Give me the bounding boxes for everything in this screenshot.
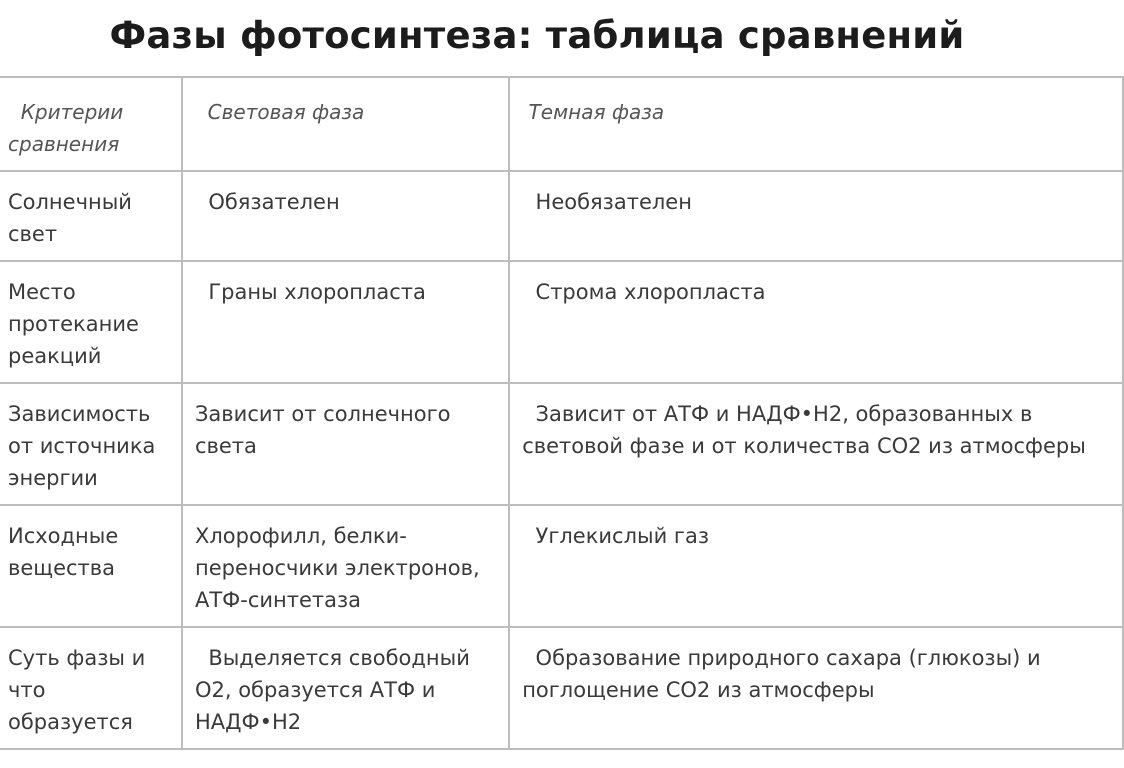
table-header-row: [0, 77, 1123, 171]
header-criteria: Критерии сравнения: [0, 77, 182, 171]
light-phase-cell: Зависит от солнечного света: [182, 383, 509, 505]
dark-phase-cell: Углекислый газ: [509, 505, 1123, 627]
criteria-cell: Исходные вещества: [0, 505, 182, 627]
dark-phase-cell: Образование природного сахара (глюкозы) и поглощение СО2 из атмосферы: [509, 627, 1123, 749]
light-phase-cell: Выделяется свободный О2, образуется АТФ и НАДФ•Н2: [182, 627, 509, 749]
table-row: [0, 171, 1123, 261]
table-row: [0, 261, 1123, 383]
criteria-cell: Зависимость от источника энергии: [0, 383, 182, 505]
table-row: [0, 627, 1123, 749]
header-light-phase: Световая фаза: [182, 77, 509, 171]
criteria-cell: Солнечный свет: [0, 171, 182, 261]
dark-phase-cell: Необязателен: [509, 171, 1123, 261]
header-dark-phase: Темная фаза: [509, 77, 1123, 171]
criteria-cell: Место протекание реакций: [0, 261, 182, 383]
criteria-cell: Суть фазы и что образуется: [0, 627, 182, 749]
table-row: [0, 505, 1123, 627]
comparison-table: [0, 76, 1124, 750]
dark-phase-cell: Строма хлоропласта: [509, 261, 1123, 383]
table-row: [0, 383, 1123, 505]
comparison-table-container: [0, 76, 1086, 768]
page-title: Фазы фотосинтеза: таблица сравнений: [109, 14, 965, 57]
dark-phase-cell: Зависит от АТФ и НАДФ•Н2, образованных в световой фазе и от количества СО2 из атмосферы: [509, 383, 1123, 505]
light-phase-cell: Граны хлоропласта: [182, 261, 509, 383]
light-phase-cell: Обязателен: [182, 171, 509, 261]
light-phase-cell: Хлорофилл, белки-переносчики электронов, АТФ-синтетаза: [182, 505, 509, 627]
